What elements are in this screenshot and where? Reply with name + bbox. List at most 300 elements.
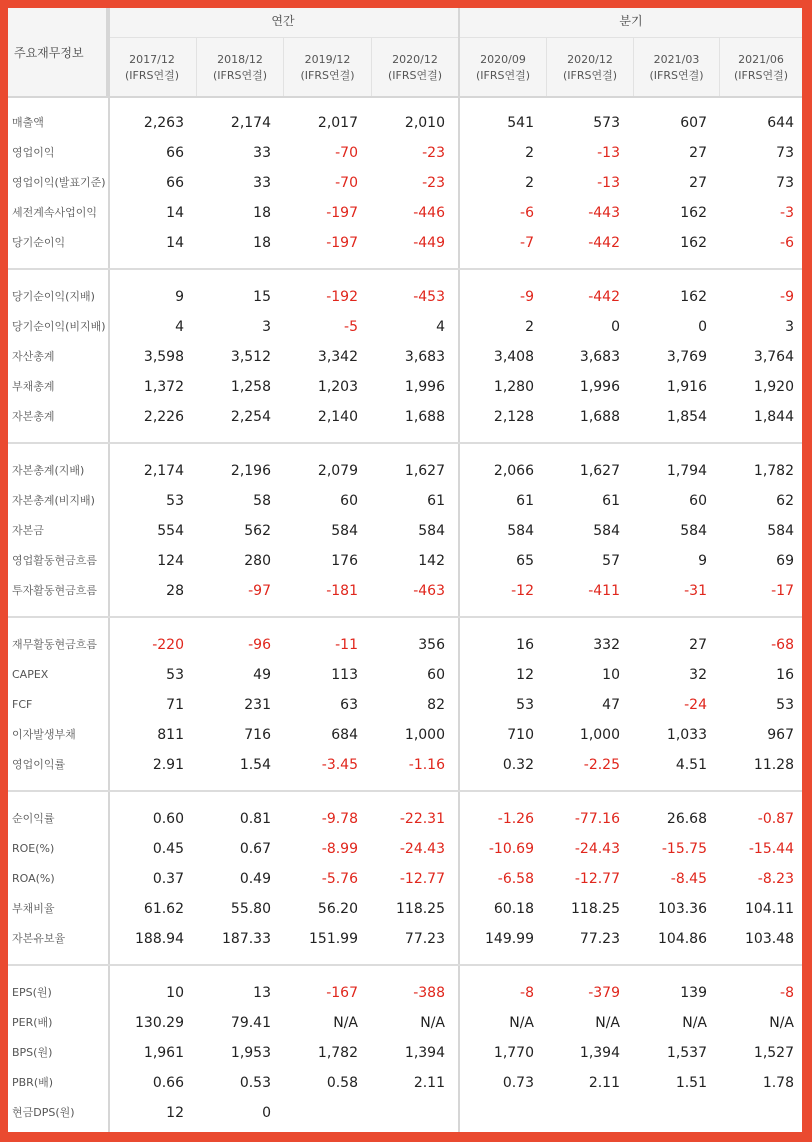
value-cell: 584 <box>507 523 534 539</box>
value-cell: 2,010 <box>404 115 445 131</box>
value-cell: 584 <box>418 523 445 539</box>
value-cell: -23 <box>422 145 445 161</box>
value-cell: N/A <box>769 1015 794 1031</box>
value-cell: 113 <box>331 667 358 683</box>
value-cell: 1,394 <box>404 1045 445 1061</box>
value-cell: -442 <box>588 235 620 251</box>
table-header <box>8 8 802 98</box>
value-cell: 1.54 <box>239 757 271 773</box>
value-cell: 60 <box>689 493 707 509</box>
value-cell: 1,688 <box>579 409 620 425</box>
value-cell: 57 <box>602 553 620 569</box>
table-row <box>8 978 802 1008</box>
value-cell: -12.77 <box>574 871 620 887</box>
value-cell: -9.78 <box>321 811 358 827</box>
value-cell: 4 <box>436 319 445 335</box>
table-row <box>8 1038 802 1068</box>
value-cell: -12.77 <box>399 871 445 887</box>
value-cell: 77.23 <box>404 931 445 947</box>
value-cell: 811 <box>157 727 184 743</box>
value-cell: 142 <box>418 553 445 569</box>
value-cell: 0.37 <box>152 871 184 887</box>
table-row <box>8 198 802 228</box>
table-row <box>8 1008 802 1038</box>
value-cell: 187.33 <box>222 931 271 947</box>
value-cell: 1,372 <box>143 379 184 395</box>
row-label: 자본총계(비지배) <box>12 494 95 507</box>
table-title: 주요재무정보 <box>8 8 108 96</box>
value-cell: -197 <box>326 205 358 221</box>
value-cell: 1,844 <box>753 409 794 425</box>
value-cell: 280 <box>244 553 271 569</box>
value-cell: -6.58 <box>497 871 534 887</box>
value-cell: 3,598 <box>143 349 184 365</box>
value-cell: -8.99 <box>321 841 358 857</box>
value-cell: -3.45 <box>321 757 358 773</box>
value-cell: -10.69 <box>488 841 534 857</box>
value-cell: 554 <box>157 523 184 539</box>
value-cell: -13 <box>597 175 620 191</box>
value-cell: 1,782 <box>753 463 794 479</box>
value-cell: -15.75 <box>661 841 707 857</box>
value-cell: 53 <box>166 667 184 683</box>
row-label: 자본총계 <box>12 410 55 423</box>
value-cell: -411 <box>588 583 620 599</box>
value-cell: -23 <box>422 175 445 191</box>
table-row <box>8 282 802 312</box>
value-cell: -70 <box>335 145 358 161</box>
table-row <box>8 834 802 864</box>
value-cell: 1,920 <box>753 379 794 395</box>
row-label: 순이익률 <box>12 812 55 825</box>
value-cell: 71 <box>166 697 184 713</box>
table-row <box>8 576 802 606</box>
value-cell: 1,996 <box>579 379 620 395</box>
value-cell: 9 <box>175 289 184 305</box>
value-cell: 18 <box>253 205 271 221</box>
value-cell: 356 <box>418 637 445 653</box>
row-label: PBR(배) <box>12 1076 54 1089</box>
value-cell: 1.78 <box>762 1075 794 1091</box>
value-cell: 3 <box>262 319 271 335</box>
value-cell: -0.87 <box>757 811 794 827</box>
value-cell: -11 <box>335 637 358 653</box>
row-label: 영업이익률 <box>12 758 66 771</box>
value-cell: 2 <box>525 319 534 335</box>
value-cell: -8.23 <box>757 871 794 887</box>
value-cell: 162 <box>680 289 707 305</box>
table-row <box>8 690 802 720</box>
value-cell: 684 <box>331 727 358 743</box>
period-header: 2021/06 (IFRS연결) <box>719 38 802 96</box>
table-row <box>8 720 802 750</box>
table-row <box>8 546 802 576</box>
value-cell: N/A <box>509 1015 534 1031</box>
value-cell: 55.80 <box>230 901 271 917</box>
row-label: 당기순이익 <box>12 236 66 249</box>
value-cell: 10 <box>602 667 620 683</box>
value-cell: 0.73 <box>502 1075 534 1091</box>
value-cell: -24.43 <box>399 841 445 857</box>
period-header: 2019/12 (IFRS연결) <box>283 38 371 96</box>
value-cell: 58 <box>253 493 271 509</box>
value-cell: 103.36 <box>658 901 707 917</box>
value-cell: 18 <box>253 235 271 251</box>
value-cell: -24 <box>684 697 707 713</box>
value-cell: 716 <box>244 727 271 743</box>
value-cell: 0.49 <box>239 871 271 887</box>
value-cell: 61.62 <box>143 901 184 917</box>
value-cell: 0.53 <box>239 1075 271 1091</box>
row-label: 자본금 <box>12 524 44 537</box>
row-label: 영업활동현금흐름 <box>12 554 98 567</box>
value-cell: 60.18 <box>493 901 534 917</box>
value-cell: 1,688 <box>404 409 445 425</box>
value-cell: 77.23 <box>579 931 620 947</box>
value-cell: 3,683 <box>404 349 445 365</box>
row-label: CAPEX <box>12 668 49 681</box>
value-cell: 0.66 <box>152 1075 184 1091</box>
value-cell: 73 <box>776 175 794 191</box>
annual-group-header: 연간 <box>108 8 458 38</box>
value-cell: -24.43 <box>574 841 620 857</box>
value-cell: 3,408 <box>493 349 534 365</box>
value-cell: -463 <box>413 583 445 599</box>
value-cell: 130.29 <box>135 1015 184 1031</box>
value-cell: 12 <box>516 667 534 683</box>
value-cell: 15 <box>253 289 271 305</box>
value-cell: 28 <box>166 583 184 599</box>
value-cell: -3 <box>780 205 794 221</box>
table-row <box>8 804 802 834</box>
value-cell: -22.31 <box>399 811 445 827</box>
period-header: 2020/12 (IFRS연결) <box>371 38 458 96</box>
value-cell: 2 <box>525 145 534 161</box>
value-cell: 584 <box>331 523 358 539</box>
value-cell: -6 <box>520 205 534 221</box>
value-cell: 53 <box>776 697 794 713</box>
value-cell: N/A <box>682 1015 707 1031</box>
value-cell: 2,254 <box>230 409 271 425</box>
value-cell: -8 <box>780 985 794 1001</box>
value-cell: -442 <box>588 289 620 305</box>
table-row <box>8 138 802 168</box>
value-cell: -12 <box>511 583 534 599</box>
table-row <box>8 402 802 432</box>
period-header: 2020/09 (IFRS연결) <box>475 53 531 82</box>
value-cell: -1.16 <box>408 757 445 773</box>
value-cell: -17 <box>771 583 794 599</box>
row-label: 자본유보율 <box>12 932 66 945</box>
table-row <box>8 516 802 546</box>
value-cell: 53 <box>516 697 534 713</box>
value-cell: 176 <box>331 553 358 569</box>
row-label: 매출액 <box>12 116 44 129</box>
value-cell: 562 <box>244 523 271 539</box>
value-cell: 541 <box>507 115 534 131</box>
value-cell: 584 <box>593 523 620 539</box>
value-cell: 27 <box>689 175 707 191</box>
row-label: FCF <box>12 698 33 711</box>
row-label: 현금DPS(원) <box>12 1106 75 1119</box>
table-row <box>8 108 802 138</box>
table-row <box>8 894 802 924</box>
group-separator <box>8 442 802 444</box>
value-cell: -97 <box>248 583 271 599</box>
value-cell: 2 <box>525 175 534 191</box>
value-cell: 82 <box>427 697 445 713</box>
group-separator <box>8 616 802 618</box>
value-cell: 61 <box>516 493 534 509</box>
value-cell: 0 <box>698 319 707 335</box>
value-cell: 149.99 <box>485 931 534 947</box>
value-cell: -7 <box>520 235 534 251</box>
period-header: 2018/12 (IFRS연결) <box>196 38 283 96</box>
row-label: BPS(원) <box>12 1046 53 1059</box>
value-cell: 0.81 <box>239 811 271 827</box>
table-row <box>8 228 802 258</box>
value-cell: 1,782 <box>317 1045 358 1061</box>
period-header: 2020/12 (IFRS연결) <box>546 38 633 96</box>
row-label: 영업이익 <box>12 146 55 159</box>
value-cell: 162 <box>680 235 707 251</box>
row-label: PER(배) <box>12 1016 53 1029</box>
value-cell: 1,770 <box>493 1045 534 1061</box>
value-cell: -446 <box>413 205 445 221</box>
value-cell: 12 <box>166 1105 184 1121</box>
value-cell: -96 <box>248 637 271 653</box>
row-label: 부채비율 <box>12 902 55 915</box>
value-cell: 33 <box>253 145 271 161</box>
value-cell: 1,953 <box>230 1045 271 1061</box>
value-cell: 118.25 <box>396 901 445 917</box>
row-label: 재무활동현금흐름 <box>12 638 98 651</box>
value-cell: 1,916 <box>666 379 707 395</box>
row-label: 당기순이익(지배) <box>12 290 95 303</box>
row-label: 투자활동현금흐름 <box>12 584 98 597</box>
value-cell: 139 <box>680 985 707 1001</box>
table-row <box>8 924 802 954</box>
value-cell: 2,079 <box>317 463 358 479</box>
value-cell: -453 <box>413 289 445 305</box>
value-cell: 16 <box>516 637 534 653</box>
row-label: EPS(원) <box>12 986 52 999</box>
value-cell: 118.25 <box>571 901 620 917</box>
row-label: ROA(%) <box>12 872 55 885</box>
value-cell: 3,342 <box>317 349 358 365</box>
value-cell: 1,258 <box>230 379 271 395</box>
value-cell: 11.28 <box>753 757 794 773</box>
value-cell: 103.48 <box>745 931 794 947</box>
value-cell: 14 <box>166 235 184 251</box>
value-cell: -192 <box>326 289 358 305</box>
value-cell: 1,033 <box>666 727 707 743</box>
value-cell: 2,017 <box>317 115 358 131</box>
value-cell: 14 <box>166 205 184 221</box>
value-cell: -220 <box>152 637 184 653</box>
value-cell: -9 <box>520 289 534 305</box>
value-cell: -197 <box>326 235 358 251</box>
value-cell: 1,527 <box>753 1045 794 1061</box>
value-cell: 0.58 <box>326 1075 358 1091</box>
row-label: ROE(%) <box>12 842 55 855</box>
value-cell: 61 <box>427 493 445 509</box>
value-cell: 3,683 <box>579 349 620 365</box>
value-cell: -13 <box>597 145 620 161</box>
value-cell: 2,140 <box>317 409 358 425</box>
value-cell: 10 <box>166 985 184 1001</box>
row-label: 이자발생부채 <box>12 728 76 741</box>
value-cell: 79.41 <box>230 1015 271 1031</box>
value-cell: 124 <box>157 553 184 569</box>
table-row <box>8 456 802 486</box>
value-cell: 967 <box>767 727 794 743</box>
value-cell: 61 <box>602 493 620 509</box>
table-row <box>8 1068 802 1098</box>
value-cell: 1,961 <box>143 1045 184 1061</box>
table-row <box>8 864 802 894</box>
value-cell: 1,794 <box>666 463 707 479</box>
value-cell: -70 <box>335 175 358 191</box>
value-cell: 332 <box>593 637 620 653</box>
value-cell: 188.94 <box>135 931 184 947</box>
value-cell: 2.11 <box>413 1075 445 1091</box>
value-cell: 104.11 <box>745 901 794 917</box>
value-cell: 56.20 <box>317 901 358 917</box>
value-cell: N/A <box>595 1015 620 1031</box>
value-cell: -68 <box>771 637 794 653</box>
value-cell: 26.68 <box>666 811 707 827</box>
table-row <box>8 372 802 402</box>
value-cell: 2,174 <box>143 463 184 479</box>
table-row <box>8 750 802 780</box>
value-cell: -449 <box>413 235 445 251</box>
value-cell: 69 <box>776 553 794 569</box>
period-header: 2017/12 (IFRS연결) <box>124 53 180 82</box>
value-cell: 73 <box>776 145 794 161</box>
quarter-group-header: 분기 <box>460 8 802 38</box>
table-row <box>8 486 802 516</box>
value-cell: -8 <box>520 985 534 1001</box>
value-cell: 13 <box>253 985 271 1001</box>
value-cell: 607 <box>680 115 707 131</box>
row-label: 영업이익(발표기준) <box>12 176 106 189</box>
value-cell: 9 <box>698 553 707 569</box>
value-cell: -15.44 <box>748 841 794 857</box>
value-cell: 644 <box>767 115 794 131</box>
row-label: 부채총계 <box>12 380 55 393</box>
value-cell: 1,280 <box>493 379 534 395</box>
value-cell: -1.26 <box>497 811 534 827</box>
value-cell: 66 <box>166 145 184 161</box>
value-cell: 584 <box>680 523 707 539</box>
value-cell: 1,854 <box>666 409 707 425</box>
value-cell: 2,196 <box>230 463 271 479</box>
value-cell: 2,226 <box>143 409 184 425</box>
value-cell: 27 <box>689 145 707 161</box>
value-cell: 3 <box>785 319 794 335</box>
value-cell: 1,996 <box>404 379 445 395</box>
group-separator <box>8 268 802 270</box>
value-cell: -2.25 <box>583 757 620 773</box>
value-cell: -8.45 <box>670 871 707 887</box>
value-cell: 1,203 <box>317 379 358 395</box>
value-cell: 2,066 <box>493 463 534 479</box>
value-cell: -443 <box>588 205 620 221</box>
value-cell: -6 <box>780 235 794 251</box>
value-cell: -31 <box>684 583 707 599</box>
value-cell: 16 <box>776 667 794 683</box>
value-cell: -9 <box>780 289 794 305</box>
table-row <box>8 168 802 198</box>
value-cell: 65 <box>516 553 534 569</box>
value-cell: -77.16 <box>574 811 620 827</box>
value-cell: -167 <box>326 985 358 1001</box>
value-cell: 1,537 <box>666 1045 707 1061</box>
table-row <box>8 312 802 342</box>
value-cell: 1,627 <box>404 463 445 479</box>
value-cell: -181 <box>326 583 358 599</box>
value-cell: 63 <box>340 697 358 713</box>
value-cell: 3,769 <box>666 349 707 365</box>
group-separator <box>8 964 802 966</box>
value-cell: 62 <box>776 493 794 509</box>
value-cell: 66 <box>166 175 184 191</box>
value-cell: 231 <box>244 697 271 713</box>
value-cell: 151.99 <box>309 931 358 947</box>
value-cell: 573 <box>593 115 620 131</box>
value-cell: 2,128 <box>493 409 534 425</box>
value-cell: 32 <box>689 667 707 683</box>
value-cell: 2.91 <box>152 757 184 773</box>
value-cell: 4.51 <box>675 757 707 773</box>
value-cell: 0.60 <box>152 811 184 827</box>
value-cell: 3,512 <box>230 349 271 365</box>
value-cell: 1,627 <box>579 463 620 479</box>
value-cell: 60 <box>427 667 445 683</box>
value-cell: 27 <box>689 637 707 653</box>
value-cell: 0 <box>611 319 620 335</box>
value-cell: 60 <box>340 493 358 509</box>
value-cell: 0 <box>262 1105 271 1121</box>
value-cell: 1,394 <box>579 1045 620 1061</box>
value-cell: 53 <box>166 493 184 509</box>
value-cell: N/A <box>333 1015 358 1031</box>
period-header: 2021/03 (IFRS연결) <box>633 38 719 96</box>
row-label: 당기순이익(비지배) <box>12 320 106 333</box>
row-label: 자산총계 <box>12 350 55 363</box>
value-cell: 2,263 <box>143 115 184 131</box>
value-cell: 1.51 <box>675 1075 707 1091</box>
value-cell: 1,000 <box>404 727 445 743</box>
financial-table <box>8 8 802 1132</box>
value-cell: 162 <box>680 205 707 221</box>
value-cell: 0.67 <box>239 841 271 857</box>
row-label: 자본총계(지배) <box>12 464 85 477</box>
value-cell: -379 <box>588 985 620 1001</box>
value-cell: 584 <box>767 523 794 539</box>
value-cell: 4 <box>175 319 184 335</box>
value-cell: 104.86 <box>658 931 707 947</box>
value-cell: 47 <box>602 697 620 713</box>
value-cell: -5 <box>344 319 358 335</box>
value-cell: -5.76 <box>321 871 358 887</box>
row-label: 세전계속사업이익 <box>12 206 98 219</box>
value-cell: 3,764 <box>753 349 794 365</box>
value-cell: N/A <box>420 1015 445 1031</box>
value-cell: 2.11 <box>588 1075 620 1091</box>
table-row <box>8 630 802 660</box>
